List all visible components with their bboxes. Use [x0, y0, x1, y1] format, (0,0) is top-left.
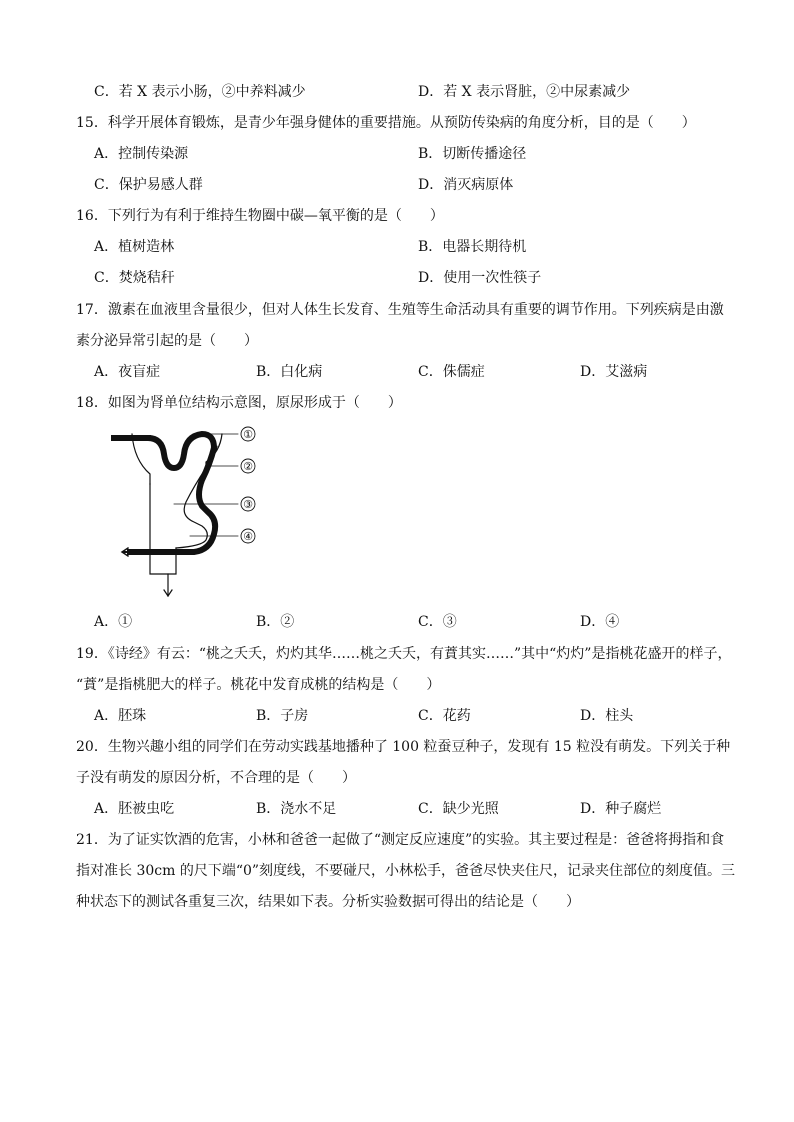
q17-option-b[interactable]: B．白化病: [256, 364, 323, 380]
q15-stem: 15．科学开展体育锻炼，是青少年强身健体的重要措施。从预防传染病的角度分析，目的是（ ）: [76, 115, 696, 131]
q15-option-b[interactable]: B．切断传播途径: [418, 146, 527, 162]
q18-option-a[interactable]: A．①: [94, 614, 133, 630]
q16-option-b[interactable]: B．电器长期待机: [418, 239, 527, 255]
q17-option-d[interactable]: D．艾滋病: [580, 364, 648, 380]
q20-stem-line2: 子没有萌发的原因分析，不合理的是（ ）: [76, 770, 356, 786]
q19-option-a[interactable]: A．胚珠: [94, 708, 147, 724]
q21-stem-line1: 21．为了证实饮酒的危害，小林和爸爸一起做了“测定反应速度”的实验。其主要过程是：爸爸将拇指和食: [76, 832, 725, 848]
q18-stem: 18．如图为肾单位结构示意图，原尿形成于（ ）: [76, 395, 402, 411]
q18-option-d[interactable]: D．④: [580, 614, 620, 630]
q20-option-d[interactable]: D．种子腐烂: [580, 801, 662, 817]
q20-stem-line1: 20．生物兴趣小组的同学们在劳动实践基地播种了 100 粒蚕豆种子，发现有 15 粒没有萌发。下列关于种: [76, 739, 731, 755]
q19-stem-line2: “蕡”是指桃肥大的样子。桃花中发育成桃的结构是（ ）: [76, 677, 441, 693]
q20-option-a[interactable]: A．胚被虫吃: [94, 801, 175, 817]
q19-option-b[interactable]: B．子房: [256, 708, 309, 724]
q15-option-a[interactable]: A．控制传染源: [94, 146, 189, 162]
q14-option-d[interactable]: D．若 X 表示肾脏，②中尿素减少: [418, 84, 631, 100]
q18-option-c[interactable]: C．③: [418, 614, 457, 630]
q21-stem-line3: 种状态下的测试各重复三次，结果如下表。分析实验数据可得出的结论是（ ）: [76, 894, 580, 910]
diagram-label-markers: [241, 427, 255, 543]
q16-option-d[interactable]: D．使用一次性筷子: [418, 270, 542, 286]
q17-stem-line1: 17．激素在血液里含量很少，但对人体生长发育、生殖等生命活动具有重要的调节作用。下列疾病是由激: [76, 302, 724, 318]
q18-option-b[interactable]: B．②: [256, 614, 295, 630]
q14-option-c[interactable]: C．若 X 表示小肠，②中养料减少: [94, 84, 306, 100]
nephron-structure: [114, 434, 238, 596]
q19-stem-line1: 19．《诗经》有云：“桃之夭夭，灼灼其华……桃之夭夭，有蕡其实……”其中“灼灼”是指桃花盛开的样子，: [76, 646, 732, 662]
q19-option-c[interactable]: C．花药: [418, 708, 471, 724]
q19-option-d[interactable]: D．柱头: [580, 708, 634, 724]
diagram-label-3: ③: [243, 498, 253, 511]
q20-option-b[interactable]: B．浇水不足: [256, 801, 337, 817]
q17-option-a[interactable]: A．夜盲症: [94, 364, 161, 380]
q17-option-c[interactable]: C．侏儒症: [418, 364, 485, 380]
q20-option-c[interactable]: C．缺少光照: [418, 801, 499, 817]
q17-stem-line2: 素分泌异常引起的是（ ）: [76, 333, 258, 349]
q16-option-c[interactable]: C．焚烧秸秆: [94, 270, 175, 286]
diagram-label-4: ④: [243, 530, 253, 543]
q15-option-c[interactable]: C．保护易感人群: [94, 177, 203, 193]
diagram-label-1: ①: [243, 428, 253, 441]
diagram-label-2: ②: [243, 460, 253, 473]
q21-stem-line2: 指对准长 30cm 的尺下端“0”刻度线，不要碰尺，小林松手，爸爸尽快夹住尺，记录夹住部位的刻度值。三: [76, 863, 736, 879]
q16-option-a[interactable]: A．植树造林: [94, 239, 175, 255]
q15-option-d[interactable]: D．消灭病原体: [418, 177, 514, 193]
nephron-diagram: [110, 424, 280, 602]
q16-stem: 16．下列行为有利于维持生物圈中碳—氧平衡的是（ ）: [76, 208, 444, 224]
